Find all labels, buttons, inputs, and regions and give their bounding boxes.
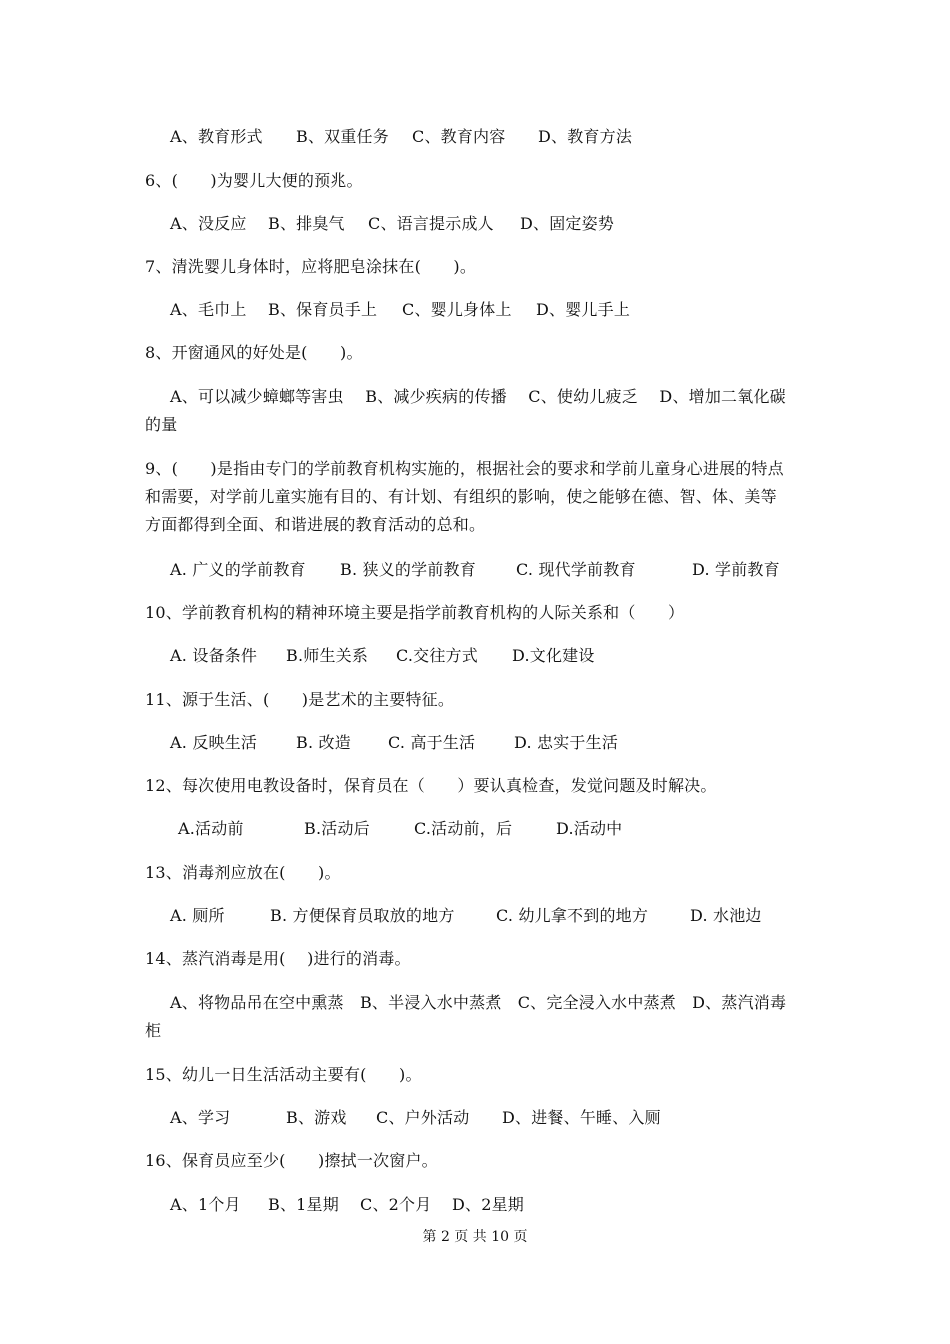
options-q5 (170, 127, 632, 147)
page-footer: 第 2 页 共 10 页 (422, 1229, 528, 1245)
options-q9 (170, 560, 780, 580)
option-c: C. 幼儿拿不到的地方 (496, 906, 649, 925)
option-a: A. 广义的学前教育 (170, 560, 306, 579)
option-a: A、1个月 (170, 1195, 241, 1214)
option-c: C、教育内容 (412, 127, 506, 146)
option-d: D.文化建设 (512, 646, 595, 665)
option-a: A. 厕所 (170, 906, 225, 925)
options-q8-line1: A、可以减少蟑螂等害虫 B、减少疾病的传播 C、使幼儿疲乏 D、增加二氧化碳 (170, 387, 786, 406)
question-9-line1: 9、( )是指由专门的学前教育机构实施的，根据社会的要求和学前儿童身心进展的特点 (145, 459, 784, 478)
options-q14-line1: A、将物品吊在空中熏蒸 B、半浸入水中蒸煮 C、完全浸入水中蒸煮 D、蒸汽消毒 (170, 993, 787, 1012)
question-9-line2: 和需要，对学前儿童实施有目的、有计划、有组织的影响，使之能够在德、智、体、美等 (145, 487, 777, 506)
option-b: B、双重任务 (296, 127, 389, 146)
option-d: D. 学前教育 (692, 560, 780, 579)
option-d: D、2星期 (452, 1195, 525, 1214)
option-c: C.活动前，后 (414, 819, 513, 838)
option-a: A、没反应 (170, 214, 247, 233)
option-b: B、游戏 (286, 1108, 347, 1127)
option-c: C.交往方式 (396, 646, 478, 665)
question-10: 10、学前教育机构的精神环境主要是指学前教育机构的人际关系和（ ） (145, 603, 685, 622)
options-q7 (170, 300, 630, 320)
option-a: A、毛巾上 (170, 300, 247, 319)
options-q10 (170, 646, 595, 666)
option-b: B. 改造 (296, 733, 351, 752)
options-q16 (170, 1195, 524, 1215)
option-b: B.活动后 (304, 819, 370, 838)
option-b: B. 方便保育员取放的地方 (270, 906, 455, 925)
question-7: 7、清洗婴儿身体时，应将肥皂涂抹在( )。 (145, 257, 477, 276)
question-9-line3: 方面都得到全面、和谐进展的教育活动的总和。 (145, 515, 486, 534)
options-q14-line2: 柜 (145, 1021, 162, 1040)
option-d: D、婴儿手上 (536, 300, 631, 319)
options-q6 (170, 214, 614, 234)
option-a: A. 设备条件 (170, 646, 258, 665)
option-c: C、2个月 (360, 1195, 432, 1214)
options-q15 (170, 1108, 661, 1128)
options-q12 (178, 819, 622, 839)
option-c: C、婴儿身体上 (402, 300, 512, 319)
option-d: D. 水池边 (690, 906, 762, 925)
options-q13 (170, 906, 762, 926)
options-q11 (170, 733, 618, 753)
option-b: B、1星期 (268, 1195, 339, 1214)
option-d: D、教育方法 (538, 127, 633, 146)
question-6: 6、( )为婴儿大便的预兆。 (145, 171, 363, 190)
option-a: A. 反映生活 (170, 733, 258, 752)
question-14: 14、蒸汽消毒是用( )进行的消毒。 (145, 949, 411, 968)
option-d: D. 忠实于生活 (514, 733, 619, 752)
question-13: 13、消毒剂应放在( )。 (145, 863, 341, 882)
question-11: 11、源于生活、( )是艺术的主要特征。 (145, 690, 455, 709)
option-b: B.师生关系 (286, 646, 369, 665)
question-16: 16、保育员应至少( )擦拭一次窗户。 (145, 1151, 438, 1170)
options-q8-line2: 的量 (145, 415, 178, 434)
option-d: D.活动中 (556, 819, 623, 838)
option-b: B、排臭气 (268, 214, 345, 233)
question-8: 8、开窗通风的好处是( )。 (145, 343, 363, 362)
option-a: A、学习 (170, 1108, 231, 1127)
option-d: D、固定姿势 (520, 214, 615, 233)
option-c: C、户外活动 (376, 1108, 470, 1127)
option-a: A.活动前 (178, 819, 244, 838)
option-c: C. 现代学前教育 (516, 560, 636, 579)
option-b: B. 狭义的学前教育 (340, 560, 476, 579)
question-12: 12、每次使用电教设备时，保育员在（ ）要认真检查，发觉问题及时解决。 (145, 776, 717, 795)
option-c: C、语言提示成人 (368, 214, 494, 233)
option-a: A、教育形式 (170, 127, 263, 146)
option-b: B、保育员手上 (268, 300, 378, 319)
option-d: D、进餐、午睡、入厕 (502, 1108, 661, 1127)
question-15: 15、幼儿一日生活活动主要有( )。 (145, 1065, 422, 1084)
option-c: C. 高于生活 (388, 733, 476, 752)
